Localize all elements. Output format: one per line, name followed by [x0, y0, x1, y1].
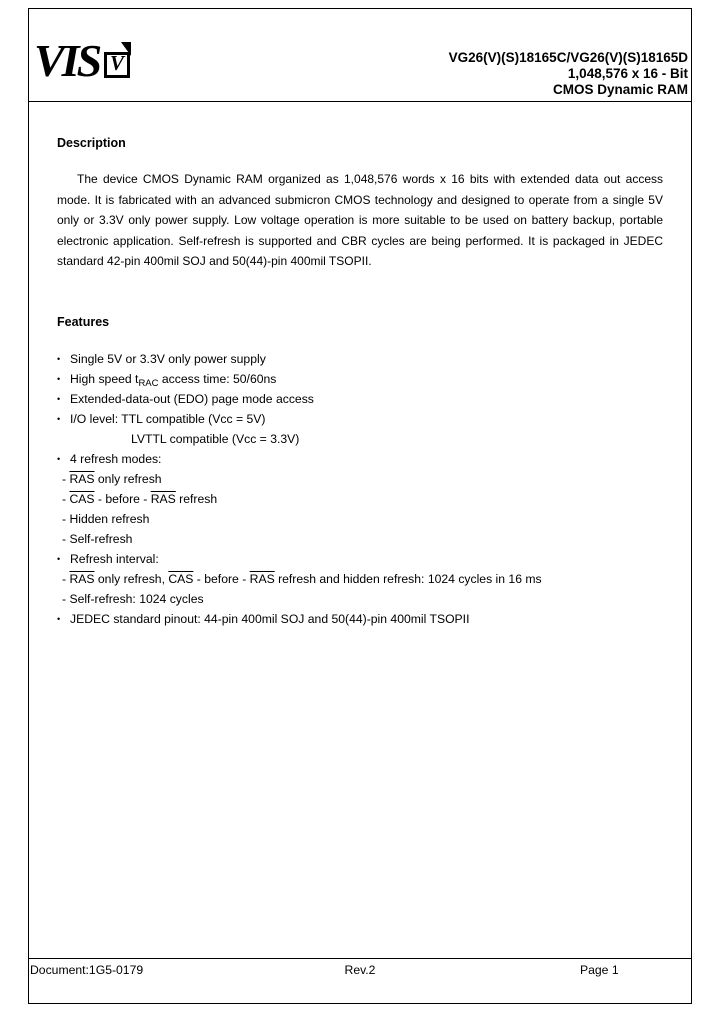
header-divider	[28, 101, 692, 102]
feature-text-segment: Single 5V or 3.3V only power supply	[70, 352, 266, 366]
feature-line	[57, 429, 669, 449]
title-line-device-type: CMOS Dynamic RAM	[552, 82, 688, 97]
feature-text-segment: 4 refresh modes:	[70, 452, 162, 466]
bullet-icon: •	[57, 394, 61, 404]
feature-line	[57, 469, 669, 489]
description-body: The device CMOS Dynamic RAM organized as 1,048,576 words x 16 bits with extended data out access mode. It is fabricated with an advanced submicron CMOS technology and designed to operate from a single 5V only or 3.3V only power supply. Low voltage operation is more suitable to be used on battery backup, portable electronic application. Self-refresh is supported and CBR cycles are being performed. It is packaged in JEDEC standard 42-pin 400mil SOJ and 50(44)-pin 400mil TSOPII.	[57, 172, 663, 269]
logo-flag-icon	[121, 42, 131, 56]
logo-box-icon	[104, 52, 130, 78]
footer-page-number: Page 1	[580, 963, 619, 977]
feature-text-segment: refresh and hidden refresh: 1024 cycles in 16 ms	[274, 572, 542, 586]
bullet-icon: •	[57, 554, 61, 564]
feature-text-segment: LVTTL compatible (Vcc = 3.3V)	[131, 432, 300, 446]
feature-line	[57, 349, 669, 369]
feature-text-segment: Extended-data-out (EDO) page mode access	[70, 392, 314, 406]
feature-text-segment: RAC	[138, 378, 159, 389]
feature-line	[57, 549, 669, 569]
title-line-part-number: VG26(V)(S)18165C/VG26(V)(S)18165D	[448, 50, 688, 65]
feature-line	[57, 409, 669, 429]
feature-line	[57, 509, 669, 529]
feature-text-segment: -	[62, 472, 70, 486]
features-list	[57, 349, 669, 629]
document-title	[449, 50, 688, 98]
bullet-icon: •	[57, 414, 61, 424]
feature-text-segment: $\overline{RAS}$	[150, 492, 176, 506]
description-heading: Description	[57, 136, 126, 150]
feature-text-segment: $\overline{RAS}$	[69, 572, 95, 586]
feature-text-segment: $\overline{RAS}$	[69, 472, 95, 486]
feature-text-segment: $\overline{CAS}$	[69, 492, 95, 506]
vis-logo	[34, 35, 174, 86]
feature-text-segment: I/O level: TTL compatible (Vcc = 5V)	[70, 412, 266, 426]
feature-text-segment: access time: 50/60ns	[158, 372, 277, 386]
feature-text-segment: -	[62, 492, 70, 506]
feature-text-segment: refresh	[175, 492, 218, 506]
feature-text-segment: - before -	[94, 492, 151, 506]
feature-text-segment: - Self-refresh	[62, 532, 133, 546]
bullet-icon: •	[57, 614, 61, 624]
logo-check-glyph: V	[110, 51, 125, 75]
footer-revision: Rev.2	[344, 963, 376, 977]
feature-text-segment: only refresh	[94, 472, 162, 486]
feature-text-segment: $\overline{RAS}$	[249, 572, 275, 586]
feature-text-segment: only refresh,	[94, 572, 169, 586]
feature-line	[57, 389, 669, 409]
feature-text-segment: JEDEC standard pinout: 44-pin 400mil SOJ and 50(44)-pin 400mil TSOPII	[70, 612, 470, 626]
feature-text-segment: -	[62, 572, 70, 586]
feature-line	[57, 529, 669, 549]
feature-text-segment: Refresh interval:	[70, 552, 159, 566]
feature-text-segment: High speed t	[70, 372, 139, 386]
feature-text-segment: - before -	[193, 572, 250, 586]
feature-line	[57, 449, 669, 469]
feature-line	[57, 609, 669, 629]
feature-line	[57, 489, 669, 509]
bullet-icon: •	[57, 454, 61, 464]
feature-text-segment: $\overline{CAS}$	[168, 572, 194, 586]
feature-text-segment: - Self-refresh: 1024 cycles	[62, 592, 204, 606]
logo-text: VIS	[34, 35, 100, 86]
feature-text-segment: - Hidden refresh	[62, 512, 150, 526]
feature-line	[57, 369, 669, 389]
feature-line	[57, 569, 669, 589]
bullet-icon: •	[57, 354, 61, 364]
footer-divider	[28, 958, 692, 959]
title-line-density: 1,048,576 x 16 - Bit	[567, 66, 688, 81]
feature-line	[57, 589, 669, 609]
footer-document-number: Document:1G5-0179	[30, 963, 144, 977]
bullet-icon: •	[57, 374, 61, 384]
features-heading: Features	[57, 315, 110, 329]
